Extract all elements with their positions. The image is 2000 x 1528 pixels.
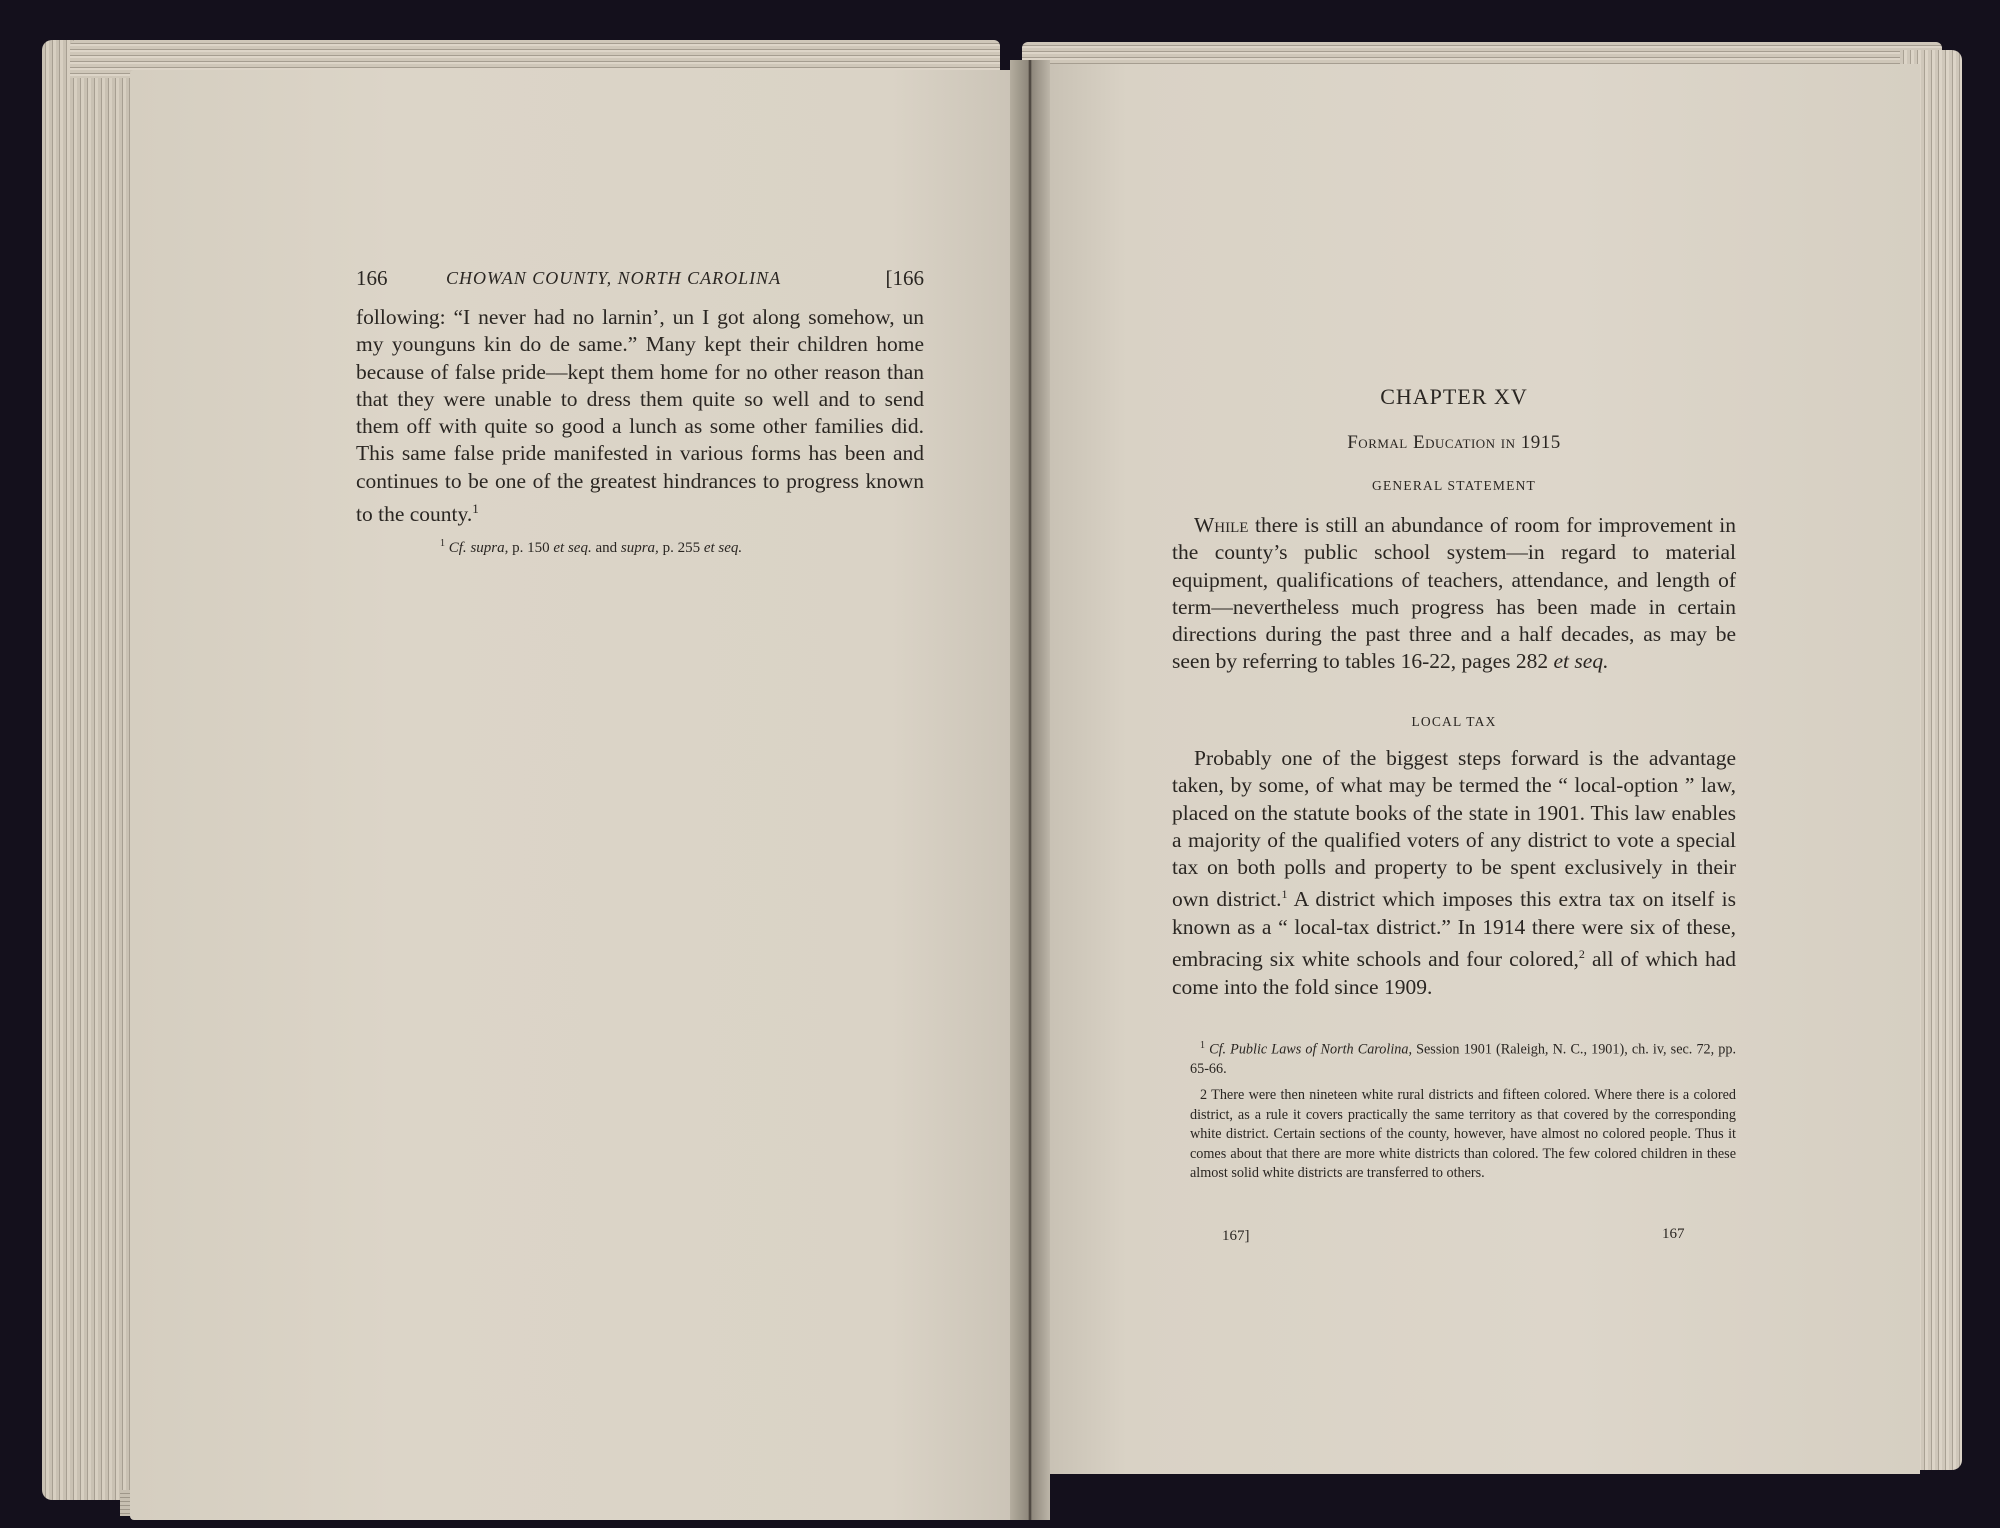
section-heading-local-tax: LOCAL TAX	[1411, 714, 1497, 729]
footnote-1: $^1$ Cf. Public Laws of North Carolina, Session 1901 (Raleigh, N. C., 1901), ch. iv, sec. 72, pp. 65-66.	[1190, 1040, 1737, 1078]
footnote-marker: 1	[472, 501, 479, 517]
bracket-page-number: [166	[885, 266, 924, 290]
book-gutter	[1010, 60, 1050, 1520]
footnote-2: 2 There were then nineteen white rural districts and fifteen colored. Where there is a colored district, as a rule it covers practically the same territory as that covered by the corresponding white district. Certain sections of the county, however, have almost no colored people. Thus it comes about that there are more white districts than colored. The few colored children in these almost solid white districts are transferred to others.	[1190, 1086, 1736, 1182]
left-footnote: $^1$ Cf. supra, p. 150 et seq. and supra, p. 255 et seq.	[440, 538, 743, 556]
left-running-head	[356, 266, 924, 296]
drop-word: While	[1194, 513, 1249, 537]
footnote-marker: 2	[1578, 947, 1585, 962]
bracket-folio: 167]	[1222, 1228, 1250, 1244]
left-paragraph: following: “I never had no larnin’, un I got along somehow, un my younguns kin do de same.” Many kept their children home because of false pride—kept them home for no other reason than that they were unable to dress them quite so well and to send them off with quite so good a lunch as some other families did. This same false pride manifested in various forms has been and continues to be one of the greatest hindrances to progress known to the county.	[356, 305, 924, 527]
chapter-heading: CHAPTER XV	[1380, 384, 1528, 409]
general-statement-paragraph: While there is still an abundance of room for improvement in the county’s public school system—in regard to material equipment, qualifications of teachers, attendance, and length of term—nevertheless much progress has been made in certain directions during the past three and a half decades, as may be seen by referring to tables 16-22, pages 282 et seq.	[1172, 513, 1736, 674]
left-page-number: 166	[356, 266, 388, 290]
running-title: CHOWAN COUNTY, NORTH CAROLINA	[446, 268, 782, 288]
chapter-subtitle: Formal Education in 1915	[1347, 432, 1561, 453]
local-tax-paragraph: Probably one of the biggest steps forward is the advantage taken, by some, of what may be termed the “ local-option ” law, placed on the statute books of the state in 1901. This law enables a majority of the qualified voters of any district to vote a special tax on both polls and property to be spent exclusively in their own district.$^1$ A district which imposes this extra tax on itself is known as a “ local-tax district.” In 1914 there were six of these, embracing six white schools and four colored,$^2$ all of which had come into the fold since 1909.	[1172, 746, 1736, 999]
left-page-edges	[42, 40, 142, 1500]
section-heading-general: GENERAL STATEMENT	[1372, 478, 1536, 493]
right-page-number: 167	[1662, 1226, 1685, 1242]
left-body-text	[356, 304, 924, 529]
footnote-marker: 1	[1281, 887, 1288, 902]
right-footnotes	[1190, 1036, 1736, 1184]
